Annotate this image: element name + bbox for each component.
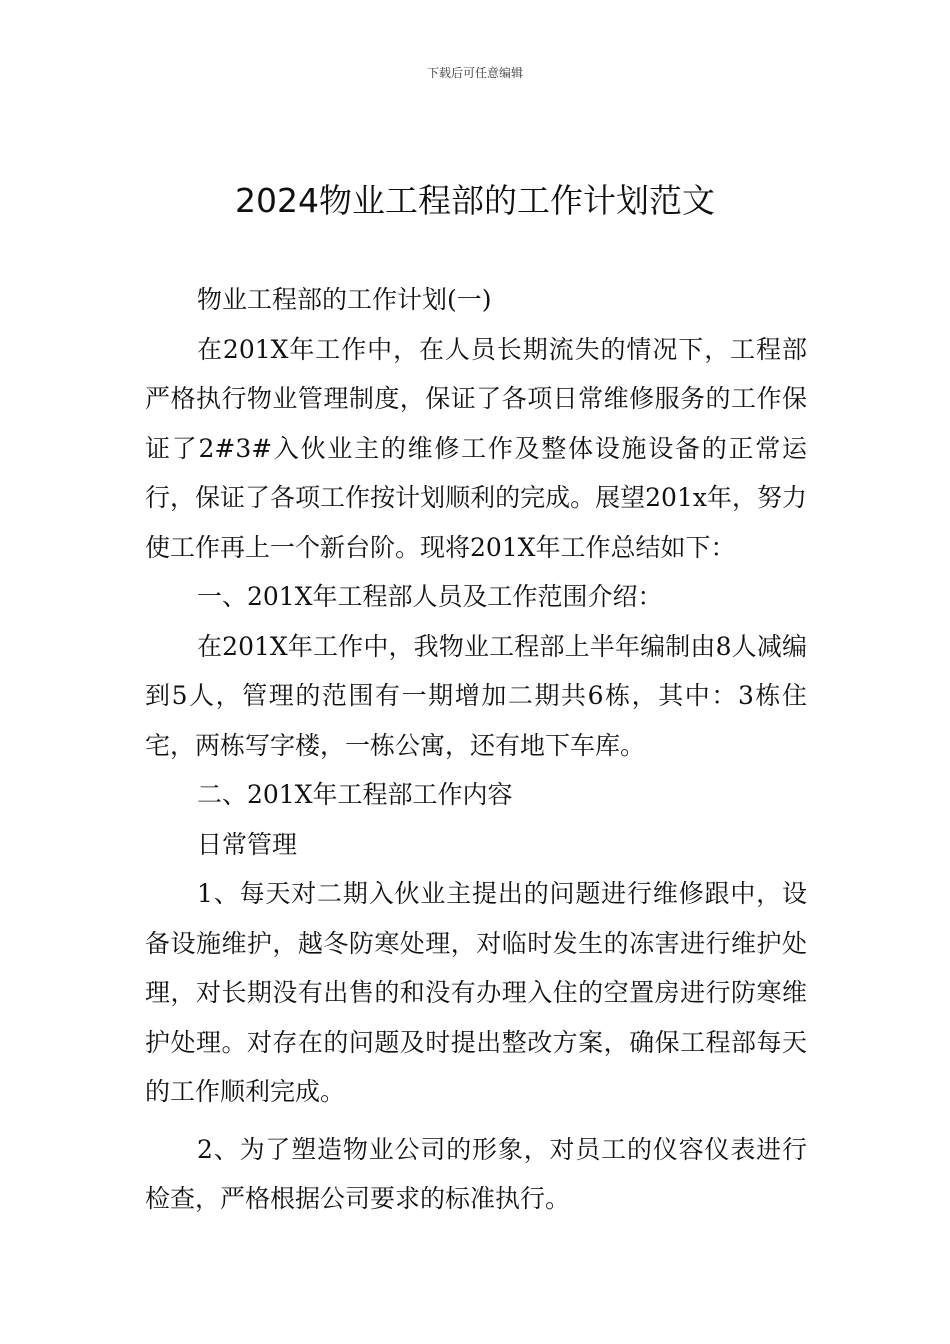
header-note: 下载后可任意编辑 <box>426 66 523 80</box>
paragraph-intro: 在201X年工作中，在人员长期流失的情况下，工程部严格执行物业管理制度，保证了各项日常维修服务的工作保证了2#3#入伙业主的维修工作及整体设施设备的正常运行，保证了各项工作按计划顺利的完成。展望201x年，努力使工作再上一个新台阶。现将201X年工作总结如下： <box>145 334 807 562</box>
paragraph-item-2: 2、为了塑造物业公司的形象，对员工的仪容仪表进行检查，严格根据公司要求的标准执行。 <box>145 1134 807 1213</box>
paragraph-heading-1: 一、201X年工程部人员及工作范围介绍： <box>197 582 663 611</box>
paragraph-staff-scope: 在201X年工作中，我物业工程部上半年编制由8人减编到5人，管理的范围有一期增加二期共6栋，其中：3栋住宅，两栋写字楼，一栋公寓，还有地下车库。 <box>145 631 807 760</box>
paragraph-heading-2: 二、201X年工程部工作内容 <box>197 780 513 809</box>
paragraph-section-heading: 物业工程部的工作计划(一) <box>197 285 492 314</box>
document-body <box>145 275 807 1224</box>
document-title: 2024物业工程部的工作计划范文 <box>235 181 715 220</box>
paragraph-item-1: 1、每天对二期入伙业主提出的问题进行维修跟中，设备设施维护，越冬防寒处理，对临时发生的冻害进行维护处理，对长期没有出售的和没有办理入住的空置房进行防寒维护处理。对存在的问题及时提出整改方案，确保工程部每天的工作顺利完成。 <box>145 879 807 1106</box>
paragraph-daily-management: 日常管理 <box>197 829 298 859</box>
